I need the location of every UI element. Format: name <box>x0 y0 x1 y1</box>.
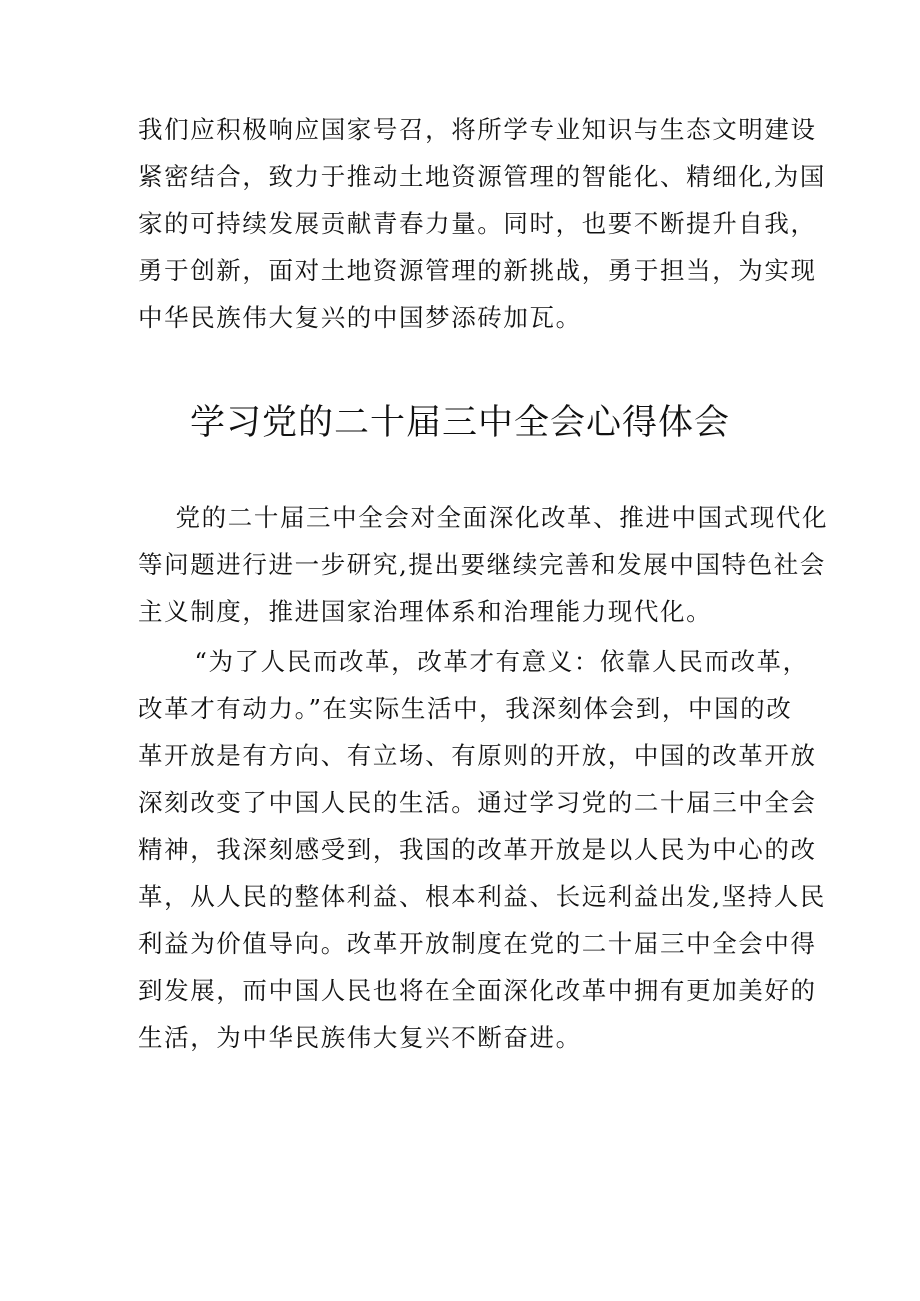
paragraph-line: 我们应积极响应国家号召，将所学专业知识与生态文明建设 <box>138 115 817 144</box>
paragraph-line: 等问题进行进一步研究,提出要继续完善和发展中国特色社会 <box>138 550 826 579</box>
paragraph-line: 改革才有动力。”在实际生活中，我深刻体会到，中国的改 <box>138 694 793 723</box>
document-title: 学习党的二十届三中全会心得体会 <box>189 403 730 443</box>
paragraph-line: 主义制度，推进国家治理体系和治理能力现代化。 <box>138 597 713 626</box>
paragraph-line: 精神，我深刻感受到，我国的改革开放是以人民为中心的改 <box>138 835 817 864</box>
paragraph-line: 党的二十届三中全会对全面深化改革、推进中国式现代化 <box>138 503 829 532</box>
paragraph-line: 到发展，而中国人民也将在全面深化改革中拥有更加美好的 <box>138 976 817 1005</box>
paragraph-line: “为了人民而改革，改革才有意义：依靠人民而改革， <box>138 647 809 676</box>
top-paragraph <box>138 106 826 341</box>
paragraph-1 <box>138 494 829 635</box>
paragraph-line: 家的可持续发展贡献青春力量。同时，也要不断提升自我， <box>138 209 817 238</box>
paragraph-line: 紧密结合，致力于推动土地资源管理的智能化、精细化,为国 <box>138 162 826 191</box>
paragraph-line: 革开放是有方向、有立场、有原则的开放，中国的改革开放 <box>138 741 817 770</box>
paragraph-line: 利益为价值导向。改革开放制度在党的二十届三中全会中得 <box>138 929 817 958</box>
paragraph-2 <box>138 638 826 1061</box>
paragraph-line: 生活，为中华民族伟大复兴不断奋进。 <box>138 1023 582 1052</box>
paragraph-line: 中华民族伟大复兴的中国梦添砖加瓦。 <box>138 303 582 332</box>
paragraph-line: 勇于创新，面对土地资源管理的新挑战，勇于担当，为实现 <box>138 256 817 285</box>
paragraph-line: 深刻改变了中国人民的生活。通过学习党的二十届三中全会 <box>138 788 817 817</box>
paragraph-line: 革，从人民的整体利益、根本利益、长远利益出发,坚持人民 <box>138 882 826 911</box>
